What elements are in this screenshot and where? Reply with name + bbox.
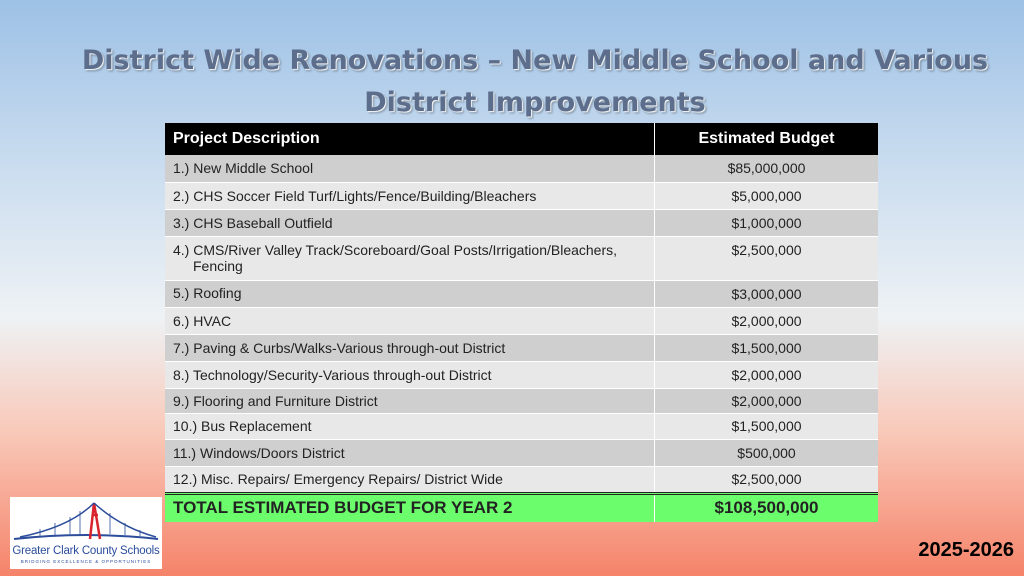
table-row: [165, 236, 878, 280]
school-year: 2025-2026: [918, 539, 1014, 561]
table-row: [165, 182, 878, 209]
logo-name: Greater Clark County Schools: [12, 545, 160, 557]
total-row: [165, 493, 878, 522]
row-description: 12.) Misc. Repairs/ Emergency Repairs/ District Wide: [165, 466, 655, 493]
header-project-description: Project Description: [165, 123, 655, 155]
table-row: [165, 388, 878, 413]
total-value: $108,500,000: [655, 493, 879, 522]
row-budget: $2,000,000: [655, 361, 879, 388]
budget-table: [165, 123, 878, 522]
row-budget: $1,500,000: [655, 334, 879, 361]
row-description-line1: 4.) CMS/River Valley Track/Scoreboard/Goal Posts/Irrigation/Bleachers,: [173, 241, 618, 258]
row-budget: $2,000,000: [655, 388, 879, 413]
table-row: [165, 209, 878, 236]
table-row: [165, 413, 878, 439]
row-budget: $2,500,000: [655, 466, 879, 493]
table-row: [165, 334, 878, 361]
row-description: 5.) Roofing: [165, 280, 655, 307]
logo-tagline: BRIDGING EXCELLENCE & OPPORTUNITIES: [20, 559, 152, 564]
row-description-line2: Fencing: [193, 257, 243, 274]
row-description: 8.) Technology/Security-Various through-out District: [165, 361, 655, 388]
row-budget: $500,000: [655, 439, 879, 466]
table-row: [165, 439, 878, 466]
row-description: 10.) Bus Replacement: [165, 413, 655, 439]
row-description: 1.) New Middle School: [165, 155, 655, 182]
row-budget: $2,500,000: [655, 236, 879, 280]
header-estimated-budget: Estimated Budget: [655, 123, 879, 155]
row-budget: $85,000,000: [655, 155, 879, 182]
table-row: [165, 361, 878, 388]
row-description: 9.) Flooring and Furniture District: [165, 388, 655, 413]
row-description: 2.) CHS Soccer Field Turf/Lights/Fence/Building/Bleachers: [165, 182, 655, 209]
slide-title: District Wide Renovations – New Middle School and Various District Improvements: [81, 45, 989, 118]
district-logo: [10, 497, 162, 569]
total-label: TOTAL ESTIMATED BUDGET FOR YEAR 2: [165, 493, 655, 522]
row-budget: $5,000,000: [655, 182, 879, 209]
table-row: [165, 307, 878, 334]
row-description: [165, 236, 655, 280]
row-description: 3.) CHS Baseball Outfield: [165, 209, 655, 236]
row-description: 6.) HVAC: [165, 307, 655, 334]
row-description: 7.) Paving & Curbs/Walks-Various through-out District: [165, 334, 655, 361]
row-budget: $3,000,000: [655, 280, 879, 307]
row-budget: $1,500,000: [655, 413, 879, 439]
row-budget: $1,000,000: [655, 209, 879, 236]
table-row: [165, 466, 878, 493]
table-row: [165, 155, 878, 182]
table-header-row: [165, 123, 878, 155]
row-budget: $2,000,000: [655, 307, 879, 334]
bridge-icon: [10, 497, 162, 545]
row-description: 11.) Windows/Doors District: [165, 439, 655, 466]
table-row: [165, 280, 878, 307]
